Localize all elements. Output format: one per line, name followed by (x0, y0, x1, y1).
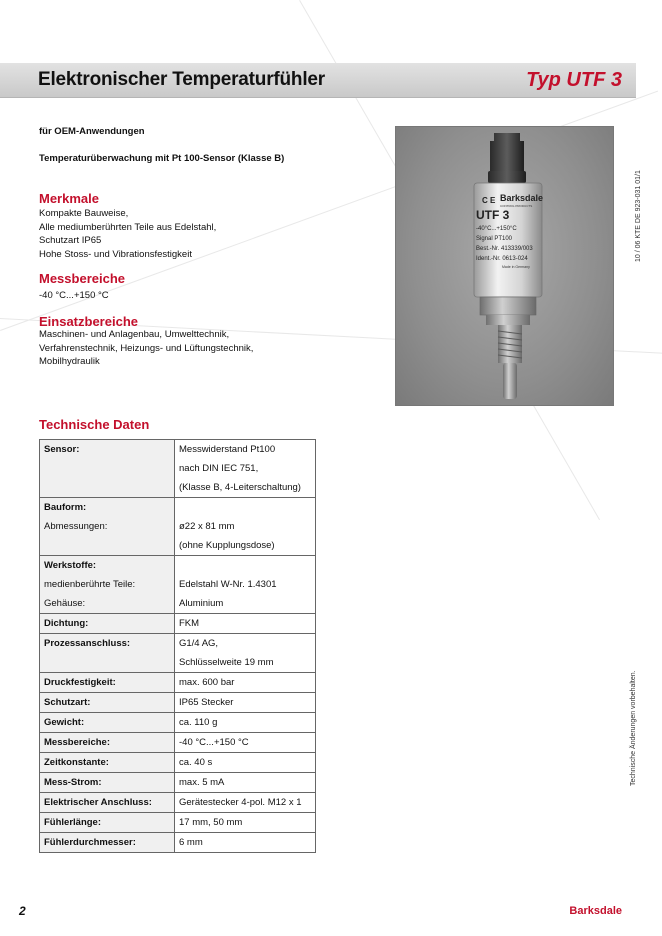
photo-made-in: Made in Germany (502, 265, 530, 269)
spec-row (40, 793, 316, 813)
spec-label: Prozessanschluss: (44, 638, 131, 649)
spec-row (40, 773, 316, 793)
spec-value: Gerätestecker 4-pol. M12 x 1 (179, 797, 302, 808)
footer-brand: Barksdale (569, 905, 622, 917)
page-title: Elektronischer Temperaturfühler (38, 69, 325, 90)
document-code-text: 10 / 06 KTE DE 923-031 01/1 (635, 170, 642, 262)
spec-label-cell (40, 614, 175, 634)
spec-row (40, 753, 316, 773)
technical-note (630, 658, 642, 786)
spec-value-cell (175, 498, 316, 556)
photo-ident-number: Ident.-Nr. 0613-024 (476, 256, 528, 262)
spec-label-cell (40, 813, 175, 833)
spec-label (44, 459, 170, 478)
spec-value-cell (175, 693, 316, 713)
spec-value: 17 mm, 50 mm (179, 817, 243, 828)
spec-value-cell (175, 713, 316, 733)
spec-value: IP65 Stecker (179, 697, 234, 708)
merkmale-item: Schutzart IP65 (39, 235, 102, 246)
photo-signal: Signal PT100 (476, 236, 513, 242)
spec-value: nach DIN IEC 751, (179, 463, 259, 474)
spec-value: max. 5 mA (179, 777, 225, 788)
photo-ce-mark: C E (482, 196, 496, 205)
spec-row (40, 813, 316, 833)
spec-value: ø22 x 81 mm (179, 521, 235, 532)
spec-label: Elektrischer Anschluss: (44, 797, 152, 808)
spec-value-cell (175, 813, 316, 833)
merkmale-list (39, 207, 216, 261)
spec-label-cell (40, 498, 175, 556)
messbereiche-item: -40 °C...+150 °C (39, 290, 109, 301)
einsatz-item: Mobilhydraulik (39, 356, 100, 367)
spec-row (40, 614, 316, 634)
spec-label-cell (40, 634, 175, 673)
spec-label-cell (40, 693, 175, 713)
spec-value-cell (175, 833, 316, 853)
spec-value: Edelstahl W-Nr. 1.4301 (179, 579, 277, 590)
spec-value: ca. 40 s (179, 757, 213, 768)
spec-value: Schlüsselweite 19 mm (179, 657, 274, 668)
spec-label-cell (40, 793, 175, 813)
photo-brand: Barksdale (500, 193, 544, 203)
spec-row (40, 556, 316, 614)
spec-label: Schutzart: (44, 697, 91, 708)
spec-label: Fühlerdurchmesser: (44, 837, 136, 848)
messbereiche-heading: Messbereiche (39, 271, 125, 286)
tech-heading: Technische Daten (39, 417, 150, 432)
spec-value: ca. 110 g (179, 717, 218, 728)
sensor-illustration (396, 127, 614, 406)
spec-value (179, 498, 311, 517)
spec-label (44, 653, 170, 672)
document-code (635, 152, 647, 262)
merkmale-heading: Merkmale (39, 191, 99, 206)
spec-row (40, 498, 316, 556)
einsatz-heading: Einsatzbereiche (39, 314, 138, 329)
spec-row (40, 673, 316, 693)
spec-label (44, 536, 170, 555)
spec-label: medienberührte Teile: (44, 579, 136, 590)
spec-label: Gewicht: (44, 717, 85, 728)
spec-value: FKM (179, 618, 200, 629)
spec-value: max. 600 bar (179, 677, 235, 688)
spec-row (40, 713, 316, 733)
merkmale-item: Hohe Stoss- und Vibrationsfestigkeit (39, 248, 192, 260)
spec-label: Gehäuse: (44, 598, 86, 609)
spec-value-cell (175, 753, 316, 773)
spec-label-cell (40, 440, 175, 498)
spec-label-cell (40, 753, 175, 773)
spec-label: Fühlerlänge: (44, 817, 102, 828)
spec-label-cell (40, 733, 175, 753)
spec-label: Messbereiche: (44, 737, 111, 748)
spec-table (39, 439, 316, 853)
spec-label: Druckfestigkeit: (44, 677, 116, 688)
spec-value: (Klasse B, 4-Leiterschaltung) (179, 482, 301, 493)
product-photo (395, 126, 614, 406)
spec-value: 6 mm (179, 837, 203, 848)
einsatz-list (39, 328, 253, 369)
spec-label: Sensor: (44, 444, 80, 455)
photo-brand-sub: CONTROL PRODUCTS (500, 204, 533, 208)
spec-label-cell (40, 833, 175, 853)
merkmale-item: Alle mediumberührten Teile aus Edelstahl, (39, 221, 217, 233)
einsatz-item: Verfahrenstechnik, Heizungs- und Lüftungstechnik, (39, 342, 254, 354)
spec-label: Werkstoffe: (44, 560, 97, 571)
spec-label-cell (40, 773, 175, 793)
spec-row (40, 733, 316, 753)
photo-order-number: Best.-Nr. 413339/003 (476, 246, 533, 252)
spec-value-cell (175, 733, 316, 753)
spec-row (40, 440, 316, 498)
photo-model: UTF 3 (476, 208, 510, 222)
spec-label: Mess-Strom: (44, 777, 102, 788)
spec-label: Abmessungen: (44, 521, 108, 532)
einsatz-item: Maschinen- und Anlagenbau, Umwelttechnik, (39, 329, 230, 340)
spec-value: (ohne Kupplungsdose) (179, 540, 275, 551)
technical-note-text: Technische Änderungen vorbehalten. (630, 670, 637, 786)
spec-value-cell (175, 773, 316, 793)
spec-row (40, 693, 316, 713)
spec-value-cell (175, 440, 316, 498)
product-type: Typ UTF 3 (526, 69, 622, 91)
spec-value: G1/4 AG, (179, 638, 219, 649)
messbereiche-list (39, 289, 109, 303)
spec-value-cell (175, 556, 316, 614)
spec-value-cell (175, 614, 316, 634)
spec-label: Dichtung: (44, 618, 89, 629)
spec-value: -40 °C...+150 °C (179, 737, 249, 748)
spec-label: Bauform: (44, 502, 87, 513)
intro-sensor: Temperaturüberwachung mit Pt 100-Sensor (Klasse B) (39, 153, 285, 164)
spec-label-cell (40, 556, 175, 614)
merkmale-item: Kompakte Bauweise, (39, 208, 129, 219)
spec-value-cell (175, 634, 316, 673)
spec-label-cell (40, 713, 175, 733)
spec-label (44, 478, 170, 497)
spec-value (179, 556, 311, 575)
spec-value-cell (175, 793, 316, 813)
spec-label: Zeitkonstante: (44, 757, 109, 768)
spec-row (40, 833, 316, 853)
intro-oem: für OEM-Anwendungen (39, 126, 145, 137)
spec-value-cell (175, 673, 316, 693)
spec-label-cell (40, 673, 175, 693)
spec-row (40, 634, 316, 673)
spec-value: Aluminium (179, 598, 224, 609)
photo-range: -40°C...+150°C (476, 226, 517, 232)
page-number: 2 (19, 904, 26, 918)
spec-value: Messwiderstand Pt100 (179, 444, 276, 455)
